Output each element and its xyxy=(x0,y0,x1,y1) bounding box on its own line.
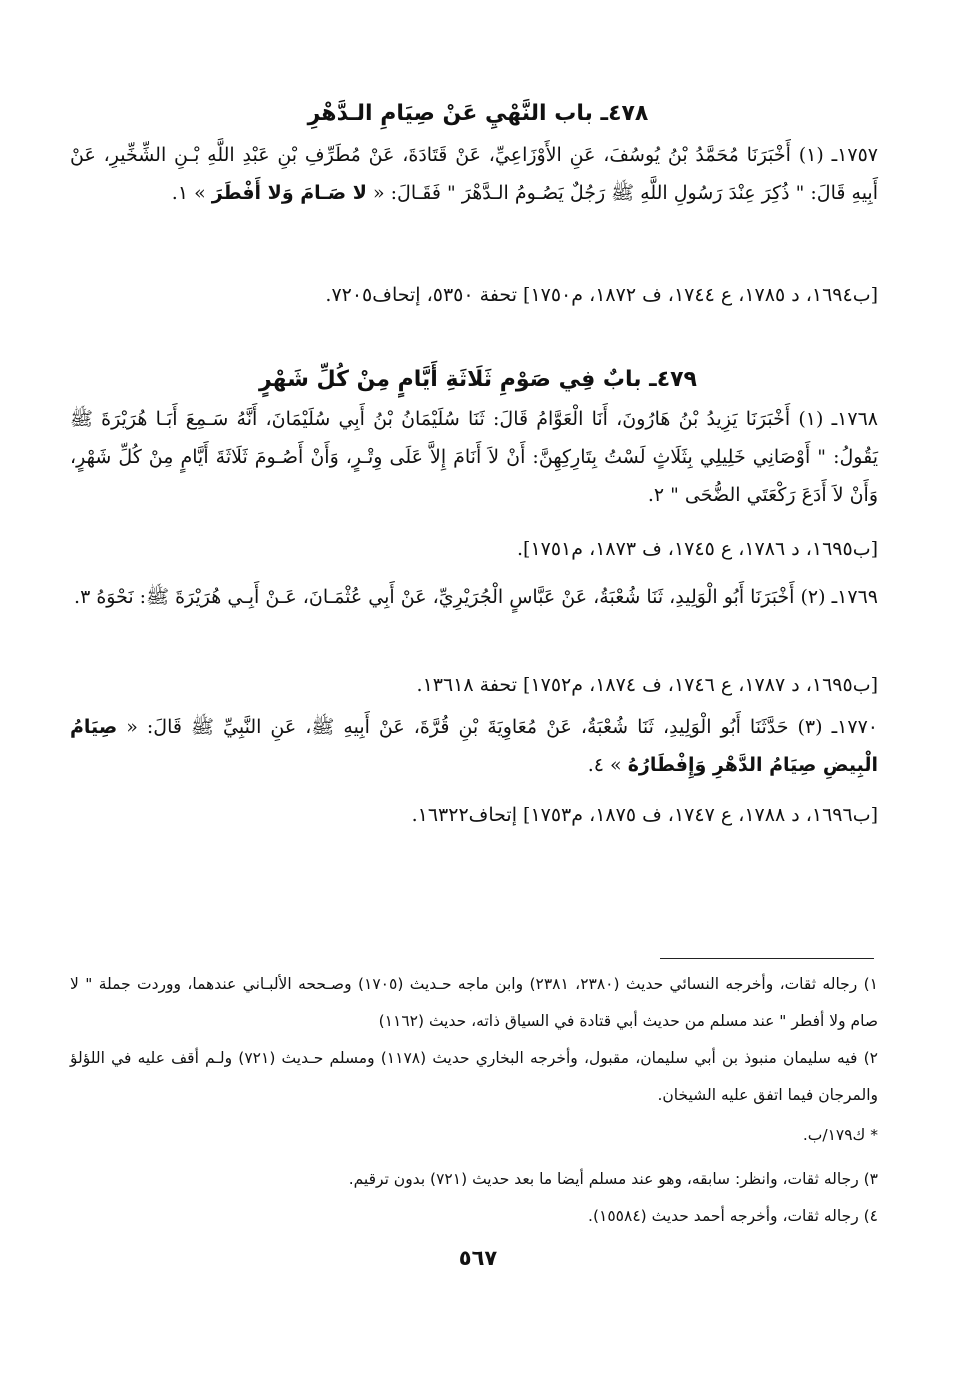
hadith-quote-bold: لا صَـامَ وَلا أَفْطَرَ xyxy=(211,182,367,204)
hadith-1769-references: [ب١٦٩٥، د ١٧٨٧، ع ١٧٤٦، ف ١٨٧٤، م١٧٥٢] تحفة ١٣٦١٨. xyxy=(416,674,878,696)
hadith-1769 xyxy=(70,578,878,616)
hadith-end: » ٤. xyxy=(587,754,622,776)
footnote-manuscript-marker: * ك١٧٩/ب. xyxy=(802,1126,878,1144)
hadith-1770-references: [ب١٦٩٦، د ١٧٨٨، ع ١٧٤٧، ف ١٨٧٥، م١٧٥٣] إتحاف١٦٣٢٢. xyxy=(411,804,878,826)
hadith-1757 xyxy=(70,136,878,212)
hadith-end: » ١. xyxy=(171,182,206,204)
page-number: ٥٦٧ xyxy=(458,1246,498,1270)
hadith-quote-bold: صِيَامُ الْبِيضِ صِيَامُ الدَّهْرِ وَإِفْطَارُهُ xyxy=(70,716,878,776)
hadith-text: ١٧٧٠ـ (٣) حَدَّثَنَا أَبُو الْوَلِيدِ، ثَنَا شُعْبَةُ، عَنْ مُعَاوِيَةَ بْنِ قُرَّةَ، عَنْ أَبِيهِ ﷺ، عَنِ النَّبِيِّ ﷺ قَالَ: « xyxy=(126,716,878,738)
hadith-1768-references: [ب١٦٩٥، د ١٧٨٦، ع ١٧٤٥، ف ١٨٧٣، م١٧٥١]. xyxy=(516,538,878,560)
footnote-4: ٤) رجاله ثقات، وأخرجه أحمد حديث (١٥٥٨٤). xyxy=(588,1207,878,1225)
hadith-text: ١٧٦٩ـ (٢) أَخْبَرَنَا أَبُو الْوَلِيدِ، ثَنَا شُعْبَةُ، عَنْ عَبَّاسٍ الْجُرَيْرِيِّ، عَنْ أَبِي عُثْمَـانَ، عَـنْ أَبِـي هُرَيْرَةَ ﷺ: نَحْوَهُ ٣. xyxy=(74,586,878,608)
hadith-1768 xyxy=(70,400,878,514)
chapter-heading-478: ٤٧٨ـ باب النَّهْيِ عَنْ صِيَامِ الـدَّهْرِ xyxy=(307,101,649,126)
hadith-text: ١٧٦٨ـ (١) أَخْبَرَنَا يَزِيدُ بْنُ هَارُونَ، أَنَا الْعَوَّامُ قَالَ: ثَنَا سُلَيْمَانُ بْنُ أَبِي سُلَيْمَانَ، أَنَّهُ سَـمِعَ أَبَـا هُرَيْرَةَ ﷺ يَقُولُ: " أَوْصَانِي خَلِيلِي بِثَلَاثٍ لَسْتُ بِتَارِكِهِنَّ: أَنْ لاَ أَنَامَ إِلاَّ عَلَى وِتْـرٍ، وَأَنْ أَصُـومَ ثَلَاثَةَ أَيَّامٍ مِنْ كُلِّ شَهْرٍ، وَأَنْ لاَ أَدَعَ رَكْعَتَي الضُّحَى " ٢. xyxy=(70,408,878,506)
chapter-heading-479: ٤٧٩ـ بابٌ فِي صَوْمِ ثَلَاثَةِ أَيَّامٍ مِنْ كُلِّ شَهْرٍ xyxy=(258,367,697,392)
footnote-2: ٢) فيه سليمان منبوذ بن أبي سليمان، مقبول، وأخرجه البخاري حديث (١١٧٨) ومسلم حـديث (٧٢١) ولـم أقف عليه في اللؤلؤ والمرجان فيما اتفق عليه الشيخان. xyxy=(70,1049,878,1104)
hadith-text: ١٧٥٧ـ (١) أَخْبَرَنَا مُحَمَّدُ بْنُ يُوسُفَ، عَنِ الأَوْزَاعِيِّ، عَنْ قَتَادَةَ، عَنْ مُطَرِّفِ بْنِ عَبْدِ اللَّهِ بْـنِ الشِّخِّيرِ، عَنْ أَبِيهِ قَالَ: " ذُكِرَ عِنْدَ رَسُولِ اللَّهِ ﷺ رَجُلٌ يَصُـومُ الـدَّهْرَ " فَقَـالَ: « xyxy=(70,144,878,204)
footnote-3: ٣) رجاله ثقات، وانظر: سابقه، وهو عند مسلم أيضا ما بعد حديث (٧٢١) بدون ترقيم. xyxy=(348,1170,878,1188)
footnote-1: ١) رجاله ثقات، وأخرجه النسائي حديث (٢٣٨٠، ٢٣٨١) وابن ماجه حـديث (١٧٠٥) وصـححه الألبـاني عندهما، ووردت جملة " لا صام ولا أفطر " عند مسلم من حديث أبي قتادة في السياق ذاته، حديث (١١٦٢) xyxy=(70,975,878,1030)
footnote-separator xyxy=(660,958,874,959)
hadith-1770 xyxy=(70,708,878,784)
hadith-1757-references: [ب١٦٩٤، د ١٧٨٥، ع ١٧٤٤، ف ١٨٧٢، م١٧٥٠] تحفة ٥٣٥٠، إتحاف٧٢٠٥. xyxy=(325,284,878,306)
